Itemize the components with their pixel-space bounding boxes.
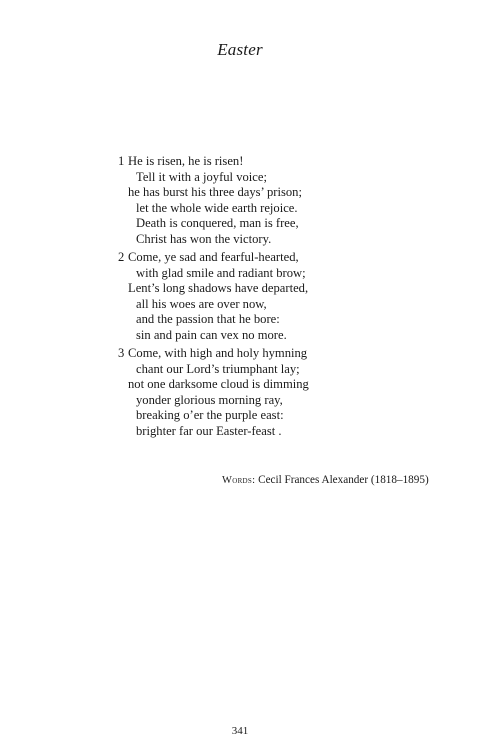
verse-number: 2 bbox=[118, 250, 125, 264]
words-label: Words: bbox=[222, 475, 256, 486]
verse-line: brighter far our Easter-feast . bbox=[136, 423, 282, 438]
words-attribution bbox=[222, 474, 429, 486]
verse-number: 3 bbox=[118, 346, 125, 360]
verse-line: yonder glorious morning ray, bbox=[136, 392, 283, 407]
verse-line: he has burst his three days’ prison; bbox=[128, 185, 302, 200]
verse-line: and the passion that he bore: bbox=[136, 312, 280, 327]
verse-line: breaking o’er the purple east: bbox=[136, 408, 284, 423]
verse-line: Come, ye sad and fearful-hearted, bbox=[128, 250, 299, 264]
verse-line: not one darksome cloud is dimming bbox=[128, 377, 309, 392]
verse-line: Christ has won the victory. bbox=[136, 231, 272, 246]
verse-line: chant our Lord’s triumphant lay; bbox=[136, 361, 300, 376]
verse-3 bbox=[118, 346, 378, 440]
verse-line: Tell it with a joyful voice; bbox=[136, 169, 267, 184]
verse-line: all his woes are over now, bbox=[136, 296, 267, 311]
hymn-title: Easter bbox=[217, 40, 263, 59]
verse-line: with glad smile and radiant brow; bbox=[136, 265, 306, 280]
verse-number: 1 bbox=[118, 154, 125, 168]
verse-line: let the whole wide earth rejoice. bbox=[136, 200, 298, 215]
verse-line: Death is conquered, man is free, bbox=[136, 216, 299, 231]
verse-1 bbox=[118, 154, 378, 248]
author-credit: Cecil Frances Alexander (1818–1895) bbox=[258, 474, 429, 486]
verse-line: He is risen, he is risen! bbox=[128, 154, 244, 168]
verse-line: sin and pain can vex no more. bbox=[136, 327, 287, 342]
verse-line: Come, with high and holy hymning bbox=[128, 346, 308, 360]
page-number: 341 bbox=[231, 725, 249, 737]
verse-2 bbox=[118, 250, 378, 344]
verse-line: Lent’s long shadows have departed, bbox=[128, 281, 309, 296]
